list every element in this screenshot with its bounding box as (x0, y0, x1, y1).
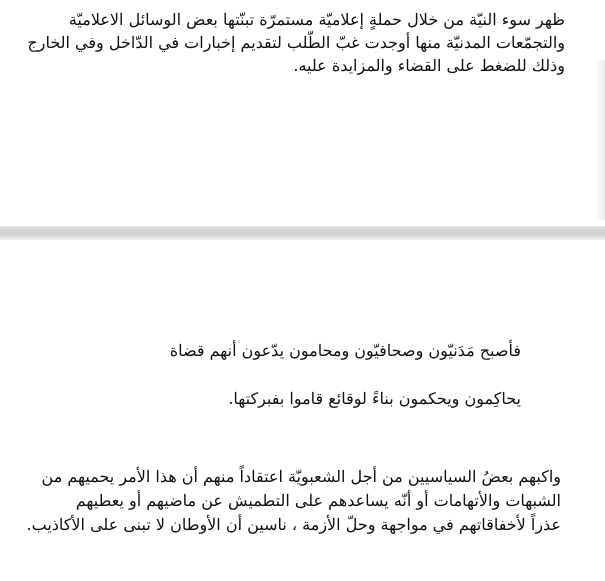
page-separator (0, 226, 605, 240)
paragraph-1 (27, 8, 565, 77)
paragraph-2-line-1: فأصبح مَدَنيّون وصحافيّون ومحامون يدّعون أنهم قضاة (169, 341, 521, 360)
paragraph-3 (26, 465, 561, 537)
paragraph-2-line-2: يحاكِمون ويحكمون بناءً لوقائع قاموا بفبركتها. (228, 389, 521, 408)
paragraph-3-line-2: الشبهات والأتهامات أو أنّه يساعدهم على التطميش عن ماضيهم أو يعطيهم (75, 491, 561, 510)
paragraph-2 (51, 339, 521, 411)
paragraph-1-line-3: وذلك للضغط على القضاء والمزايدة عليه. (293, 56, 565, 75)
paragraph-3-line-3: عذراً لأخفاقاتهم في مواجهة وحلّ الأزمة ، ناسين أن الأوطان لا تبنى على الأكاذيب. (26, 515, 561, 534)
paragraph-3-line-1: واكبهم بعضُ السياسيين من أجل الشعبويّة اعتقاداً منهم أن هذا الأمر يحميهم من (41, 467, 561, 486)
paragraph-1-line-2: والتجمّعات المدنيّة منها أوجدت غبّ الطّلب لتقديم إخبارات في الدّاخل وفي الخارج (27, 33, 565, 52)
paragraph-1-line-1: ظهر سوء النيّة من خلال حملةٍ إعلاميّة مستمرّة تبنّتها بعض الوسائل الاعلاميّة (68, 10, 565, 29)
paragraph-2-spacer (51, 363, 521, 387)
document-page-top (0, 0, 605, 226)
page-edge-shadow (595, 60, 605, 220)
document-page-bottom (0, 240, 605, 581)
